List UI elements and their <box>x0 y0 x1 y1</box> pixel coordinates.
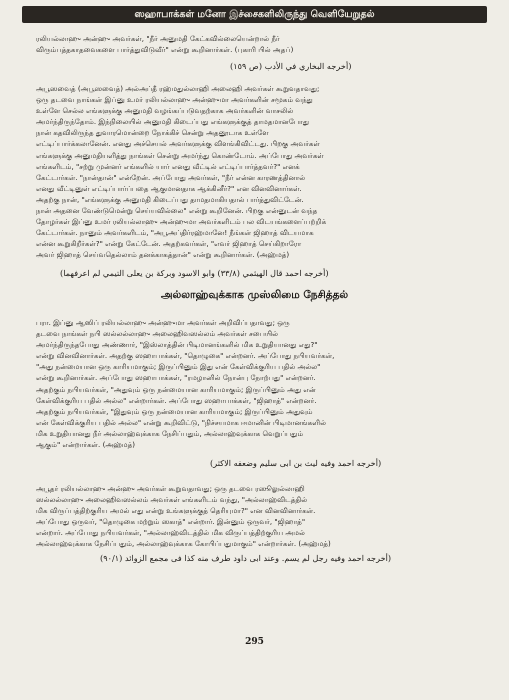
text-line: என்று கூறினார்கள். அப்போது ஸஹாபாக்கள், "ரமழானில் நோன்பு நோற்பது" என்றனர். <box>36 373 316 383</box>
page-number: 295 <box>245 637 264 647</box>
text-line: "அது நன்மையான ஒரு காரியமாகும்; இருப்பினும் இது என் கேள்விக்குரிய பதில் அல்ல" <box>36 362 321 372</box>
text-line: ஒரு தடவை நாங்கள் இப்னு உமர் ரலியல்லாஹு அன்ஹுமா அவர்களின் சமூகம் வந்து <box>36 95 313 105</box>
paragraph-1 <box>36 33 478 55</box>
text-line: பரா. இப்னு ஆஸிப் ரலியல்லாஹு அன்ஹுமா அவர்கள் அறிவிப்பதாவது; ஒரு <box>36 318 290 327</box>
text-line: கேட்டார்கள். "நான்தான்" என்றேன். அப்போது அவர்கள், "நீர் என்ன காரணத்தினால் <box>36 172 306 182</box>
section-title: அல்லாஹ்வுக்காக முஸ்லிமை நேசித்தல் <box>160 289 349 301</box>
text-line: எங்களிடம், "சற்று முன்னர் எங்களில் யார் எனது வீட்டில் எட்டிப்பார்த்தவர்?" எனக் <box>36 161 300 171</box>
text-line: அமர்ந்திருந்தபோது அண்ணார், "இஸ்லாத்தின் பிடிமானங்களில் மிக உறுதியானது எது?" <box>36 340 318 350</box>
arabic-reference-2: (أخرجه احمد قال الهيثمي (٣٣/٨) وابو الاسود وبركة بن يعلى التيمي لم اعرفهما) <box>60 268 329 278</box>
paragraph-4 <box>36 483 478 550</box>
text-line: என்று வினவினார்கள். அதற்கு ஸஹாபாக்கள், "தொழுகை" என்றனர். அப்போது நபியவர்கள், <box>36 351 335 361</box>
page-header: ஸஹாபாக்கள் மனோ இச்சைகளிலிருந்து வெளியேறுதல் <box>22 6 487 23</box>
arabic-reference-3: (أخرجه احمد وفيه ليث بن ابى سليم وضعفه الاكثر) <box>210 458 382 468</box>
text-line: கேட்டார்கள். நானும் அவர்களிடம், "அபூஅப்திர்ரஹ்மானே! நீங்கள் ஜிஹாத் விடயமாக <box>36 228 314 238</box>
text-line: கேள்விக்குரிய பதில் அல்ல" என்றார்கள். அப்போது ஸஹாபாக்கள், "ஜிஹாத்" என்றனர். <box>36 395 317 405</box>
text-line: அப்போது ஒருவர், "தொழுகை மற்றும் ஸகாத்" என்றார். இன்னும் ஒருவர், "ஜிஹாத்" <box>36 517 306 527</box>
text-line: என்றார். அப்போது நபியவர்கள், "அல்லாஹ்விடத்தில் மிக விருப்பத்திற்குரிய அமல் <box>36 528 305 538</box>
paragraph-2 <box>36 83 478 261</box>
text-line: எங்களுக்கு அனுமதியளித்து நாங்கள் சென்று அமர்ந்து கொண்டோம். அப்போது அவர்கள் <box>36 150 324 160</box>
text-line: மிக உறுதியானது நீர் அல்லாஹ்வுக்காக நேசிப்பதும், அல்லாஹ்வுக்காக வெறுப்பதும் <box>36 428 304 438</box>
arabic-reference-1: (أخرجه البخاري في الأدب (ص ١٥٩) <box>230 61 352 71</box>
text-line: அமர்ந்திருந்தோம். இந்நிலையில் அனுமதி கிடைப்பது எங்களுக்குத் தாமதமானபோது <box>36 117 309 127</box>
text-line: அவர் ஜிஹாத் செய்வதெல்லாம் தனக்காகத்தான்" என்று கூறினார்கள். (அஹ்மத்) <box>36 250 290 260</box>
text-line: ரலியல்லாஹு அன்ஹு அவர்கள், "நீர் அனுமதி கேட்கவில்லையென்றால் நீர் <box>36 34 280 43</box>
text-line: ஸல்லல்லாஹு அலைஹிவஸல்லம் அவர்கள் எங்களிடம் வந்து, "அல்லாஹ்விடத்தில் <box>36 495 308 505</box>
text-line: நான் அதனை வேண்டுமென்று செய்யவில்லை" என்று கூறினேன். பிறகு என்னுடன் வந்த <box>36 206 318 216</box>
text-line: அல்லாஹ்வுக்காக நேசிப்பதும், அல்லாஹ்வுக்காக கோபிப்பதுமாகும்" என்றார்கள். (அஹ்மத்) <box>36 539 331 549</box>
text-line: தடவை நாங்கள் நபி ஸல்லல்லாஹு அலைஹிவஸல்லம் அவர்கள் சபையில் <box>36 329 279 339</box>
text-line: அபூதர் ரலியல்லாஹு அன்ஹு அவர்கள் கூறுவதாவது; ஒரு தடவை ரஸூலுல்லாஹி <box>36 484 305 493</box>
text-line: என் கேள்விக்குரிய பதில் அல்ல" என்று கூறிவிட்டு, "நிச்சயமாக ஈமானின் பிடிமானங்களில் <box>36 417 326 427</box>
text-line: அபூஸவைத் (அபூஸவைத்) அல்அப்தீ ரஹ்மதுல்லாஹி அலைஹி அவர்கள் கூறுவதாவது; <box>36 84 320 93</box>
text-line: விரும்பத்தகாதவைகளை பார்த்துவிடுவீர்" என்று கூறினார்கள். (புகாரி பில் அதப்) <box>36 45 294 55</box>
text-line: உள்ளே செல்ல எங்களுக்கு அனுமதி வழங்கப்படுவதற்காக அவர்களின் வாசலில் <box>36 106 294 116</box>
text-line: அதற்கு நான், "எங்களுக்கு அனுமதி கிடைப்பது தாமதமாகியதால் பார்த்துவிட்டேன். <box>36 194 304 204</box>
text-line: தோழர்கள் இப்னு உமர் ரலியல்லாஹு அன்ஹுமா அவர்களிடம் பல விடயங்களைப்பற்றிக் <box>36 217 327 227</box>
text-line: எனது வீட்டினுள் எட்டிப்பார்ப்பதை ஆகுமானதாக ஆக்கினீர்?" என வினவினார்கள். <box>36 183 302 193</box>
text-line: அதற்கும் நபியவர்கள், "அதுவும் ஒரு நன்மையான காரியமாகும்; இருப்பினும் அது என் <box>36 384 316 394</box>
text-line: என்ன கூறுகிறீர்கள்?" என்று கேட்டேன். அதற்கவர்கள், "எவர் ஜிஹாத் செய்கிறாரோ <box>36 239 302 249</box>
arabic-reference-4: (أخرجه احمد وفيه رجل لم يسم. وعند ابى داود طرف منه كذا فى مجمع الزوائد (٩٠/١) <box>100 553 392 563</box>
text-line: அதற்கும் நபியவர்கள், "இதுவும் ஒரு நன்மையான காரியமாகும்; இருப்பினும் அதுவும் <box>36 406 313 416</box>
text-line: ஆகும்" என்றார்கள். (அஹ்மத்) <box>36 440 136 450</box>
text-line: எட்டிப்பார்க்கலானேன். எனது அச்செயல் அவர்களுக்கு விளங்கிவிட்டது. பிறகு அவர்கள் <box>36 139 320 149</box>
text-line: மிக விருப்பத்திற்குரிய அமல் எது என்று உங்களுக்குத் தெரியுமா?" என வினவினார்கள். <box>36 506 316 516</box>
text-line: நான் கதவிலிருந்த துவாரமொன்றை நோக்கிச் சென்று அதனூடாக உள்ளே <box>36 128 269 138</box>
paragraph-3 <box>36 317 478 450</box>
